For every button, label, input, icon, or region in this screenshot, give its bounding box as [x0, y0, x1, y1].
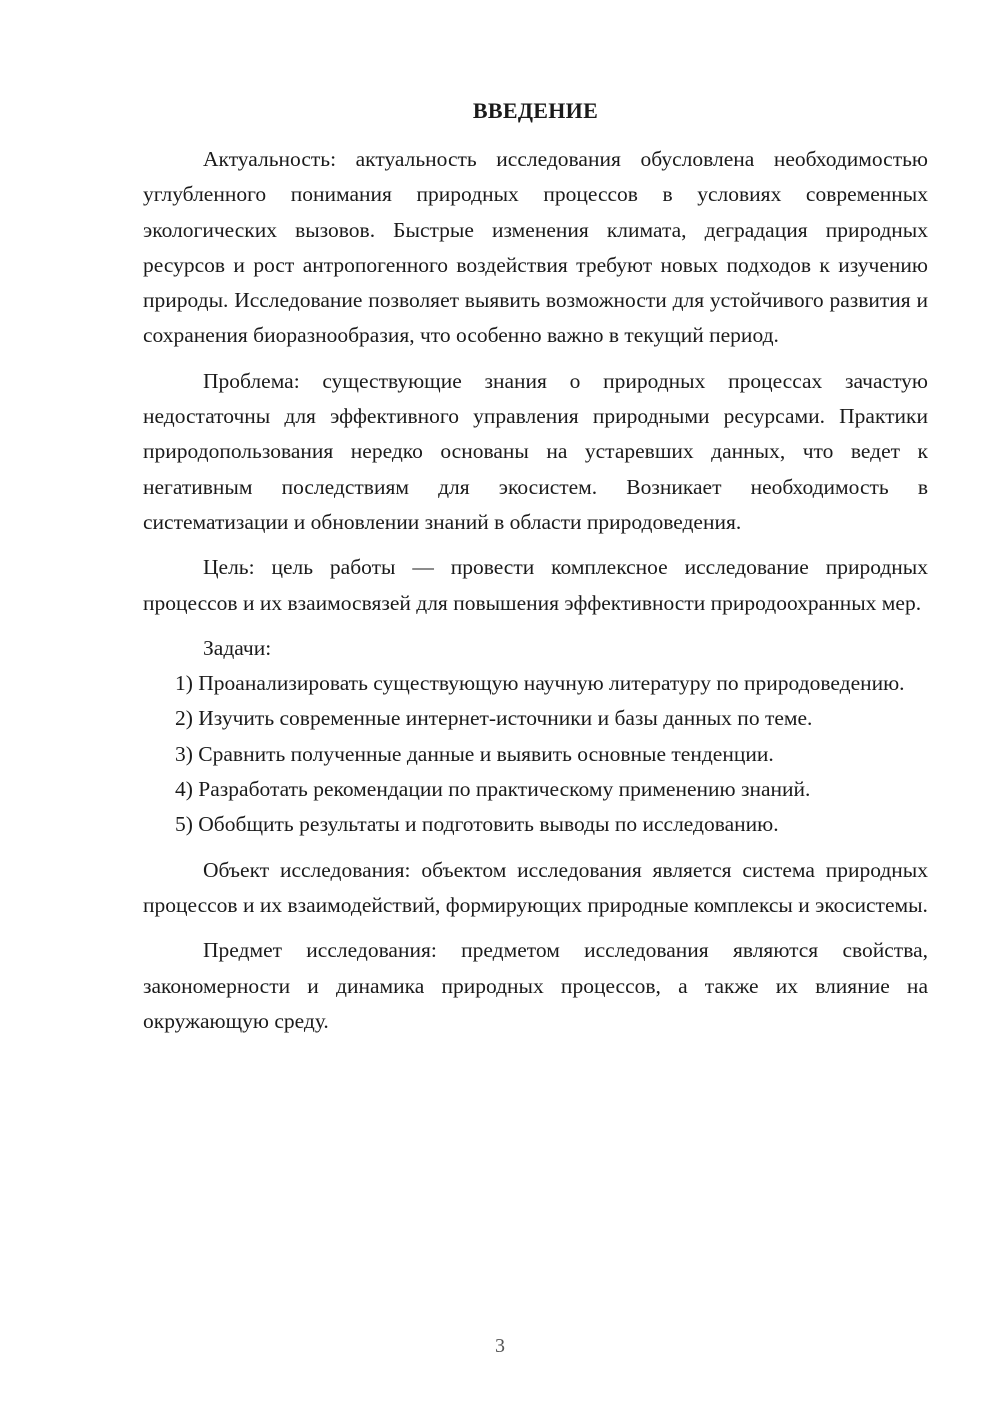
paragraph-object: Объект исследования: объектом исследования является система природных процессов и их взаимодействий, формирующих природные комплексы и экосистемы. [143, 857, 928, 917]
task-item-2: 2) Изучить современные интернет-источники и базы данных по теме. [175, 706, 813, 731]
page-number: 3 [495, 1335, 505, 1357]
paragraph-problem: Проблема: существующие знания о природных процессах зачастую недостаточны для эффективного управления природными ресурсами. Практики природопользования нередко основаны на устаревших данных, что ведет к негативным последствиям для экосистем. Возникает необходимость в систематизации и обновлении знаний в области природоведения. [143, 368, 928, 534]
document-body [143, 142, 928, 1039]
task-item-4: 4) Разработать рекомендации по практическому применению знаний. [175, 777, 811, 802]
section-title: ВВЕДЕНИЕ [472, 98, 599, 123]
paragraph-relevance: Актуальность: актуальность исследования обусловлена необходимостью углубленного понимания природных процессов в условиях современных экологических вызовов. Быстрые изменения климата, деградация природных ресурсов и рост антропогенного воздействия требуют новых подходов к изучению природы. Исследование позволяет выявить возможности для устойчивого развития и сохранения биоразнообразия, что особенно важно в текущий период. [143, 147, 928, 348]
paragraph-subject: Предмет исследования: предметом исследования являются свойства, закономерности и динамика природных процессов, а также их влияние на окружающую среду. [143, 938, 928, 1033]
task-item-5: 5) Обобщить результаты и подготовить выводы по исследованию. [175, 812, 779, 837]
task-item-3: 3) Сравнить полученные данные и выявить основные тенденции. [175, 741, 774, 766]
task-item-1: 1) Проанализировать существующую научную литературу по природоведению. [175, 671, 905, 696]
paragraph-goal: Цель: цель работы — провести комплексное исследование природных процессов и их взаимосвязей для повышения эффективности природоохранных мер. [143, 555, 928, 615]
tasks-heading: Задачи: [203, 635, 272, 660]
